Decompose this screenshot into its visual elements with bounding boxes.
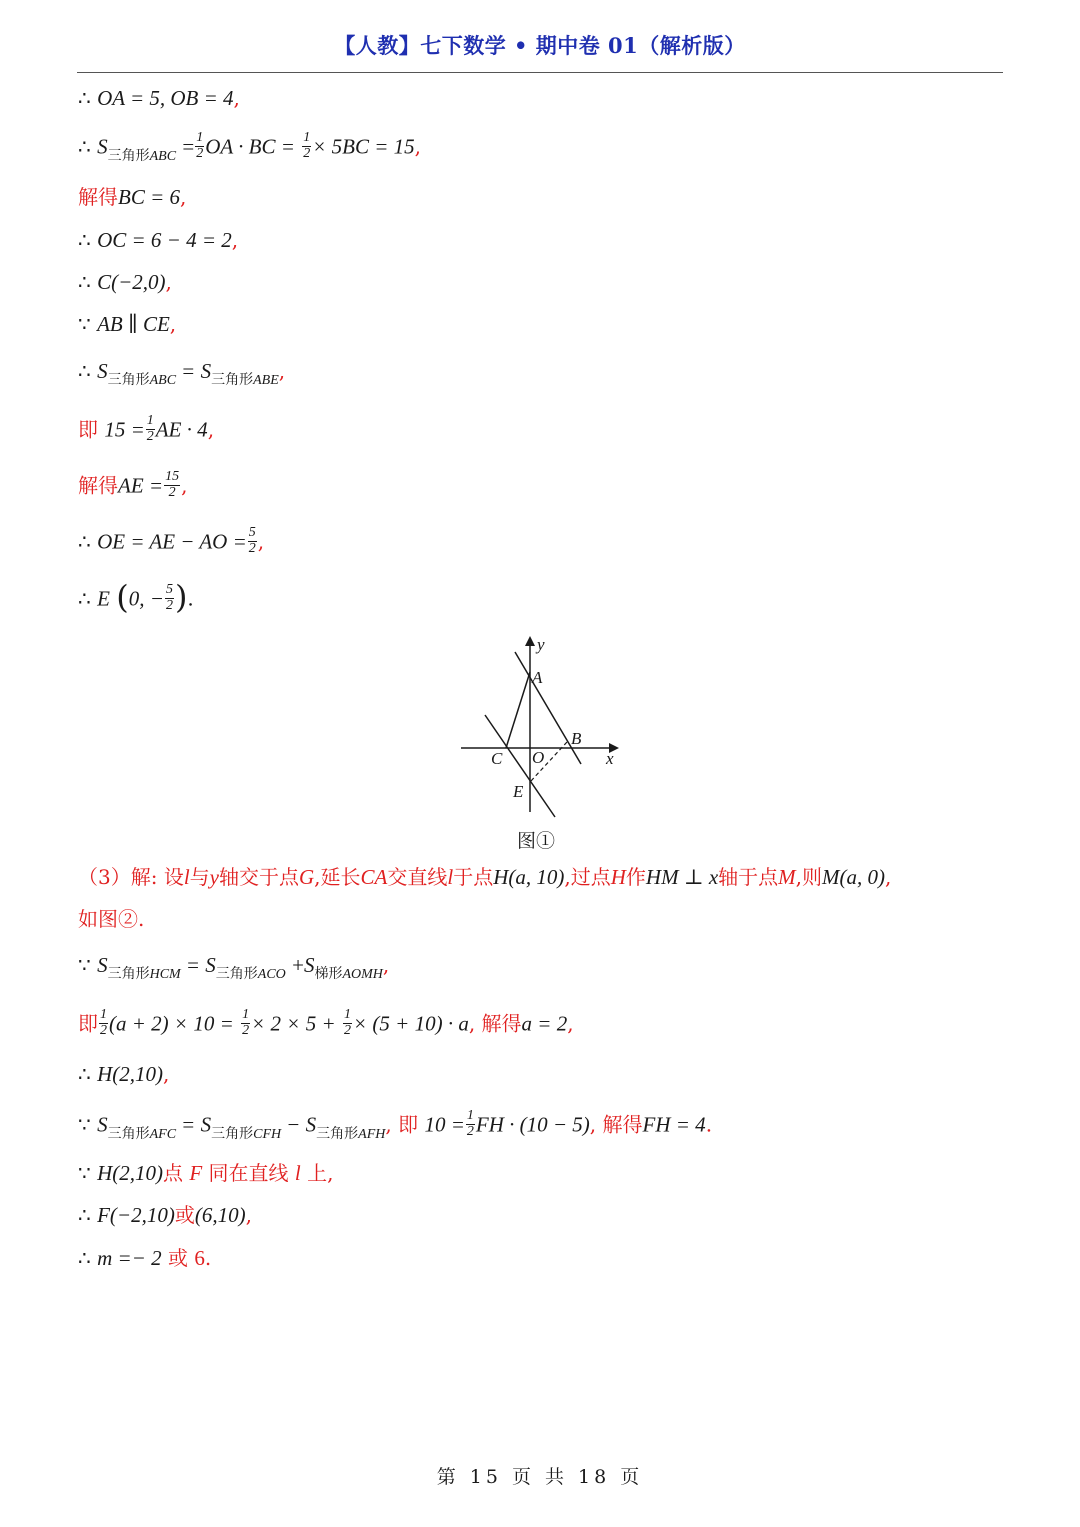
punct: . xyxy=(187,586,194,611)
math-expr: (6,10) xyxy=(194,1203,246,1227)
math-expr: E xyxy=(97,586,110,611)
therefore-symbol: ∴ xyxy=(78,228,91,252)
part3-paragraph: （3）解: 设l与y轴交于点G,延长CA交直线l于点H(a, 10),过点H作HM ⊥ x轴于点M,则M(a, 0), 如图②. xyxy=(78,865,892,931)
keyword: 解得 xyxy=(602,1112,643,1137)
subscript: 三角形CFH xyxy=(211,1125,282,1142)
solution-line xyxy=(78,88,240,109)
equals: = xyxy=(187,953,199,977)
area-symbol: S xyxy=(205,953,216,977)
therefore-symbol: ∴ xyxy=(78,270,91,294)
punct: , xyxy=(327,1161,334,1185)
solution-line xyxy=(78,1108,713,1142)
because-symbol: ∵ xyxy=(78,312,91,336)
axis-label-y: y xyxy=(537,635,545,654)
therefore-symbol: ∴ xyxy=(78,1062,91,1086)
keyword: 解得 xyxy=(481,1011,522,1036)
solution-line xyxy=(78,1007,574,1040)
keyword: 解得 xyxy=(78,473,118,498)
math-expr: OC = 6 − 4 = 2 xyxy=(97,228,232,252)
solution-line xyxy=(78,469,188,502)
area-symbol: S xyxy=(97,1112,108,1137)
point-label-e: E xyxy=(513,782,524,801)
fraction: $\frac{5}{2}$ xyxy=(248,525,256,556)
area-symbol: S xyxy=(305,1112,317,1137)
punct: , xyxy=(163,1062,170,1086)
math-expr: × 2 × 5 + xyxy=(251,1011,336,1036)
coordinate-figure xyxy=(455,632,630,827)
area-symbol: S xyxy=(200,359,212,383)
therefore-symbol: ∴ xyxy=(78,1246,91,1270)
point-label-a: A xyxy=(532,668,543,687)
equals: = xyxy=(182,134,195,159)
therefore-symbol: ∴ xyxy=(78,134,91,159)
keyword: 即 xyxy=(398,1112,419,1137)
punct: , xyxy=(468,1011,476,1036)
math-expr: OA · BC = xyxy=(205,134,295,159)
because-symbol: ∵ xyxy=(78,953,91,977)
math-expr: AB ∥ CE xyxy=(97,312,170,336)
fraction: $\frac{1}{2}$ xyxy=(343,1007,351,1038)
fraction: $\frac{1}{2}$ xyxy=(146,413,154,444)
math-expr: × (5 + 10) · a xyxy=(352,1011,469,1036)
fraction: $\frac{5}{2}$ xyxy=(165,581,173,613)
subscript: 三角形ABC xyxy=(107,372,177,388)
punct: , xyxy=(231,228,239,252)
fraction: $\frac{1}{2}$ xyxy=(100,1007,107,1038)
therefore-symbol: ∴ xyxy=(78,1203,91,1227)
subscript: 三角形ACO xyxy=(215,966,286,982)
subscript: 三角形AFH xyxy=(316,1125,386,1142)
page-footer: 第 15 页 共 18 页 xyxy=(436,1466,644,1488)
punct: , xyxy=(207,417,215,442)
solution-line: ∴ m =− 2 或 6. xyxy=(78,1246,212,1270)
minus: − xyxy=(287,1112,300,1137)
math-expr: H(2,10) xyxy=(97,1161,163,1185)
punct: , xyxy=(257,529,265,554)
solution-line: ∵ H(2,10)点 F 同在直线 l 上, xyxy=(78,1161,334,1185)
therefore-symbol: ∴ xyxy=(78,586,91,611)
solution-line xyxy=(78,187,186,208)
math-expr: OA = 5, OB = 4 xyxy=(97,86,234,110)
math-expr: a = 2 xyxy=(521,1011,568,1036)
solution-line xyxy=(78,1064,169,1085)
punct: . xyxy=(204,1246,212,1270)
area-symbol: S xyxy=(97,953,108,977)
subscript: 梯形AOMH xyxy=(314,966,383,982)
math-expr: m =− 2 xyxy=(97,1246,162,1270)
math-expr: 15 = xyxy=(104,417,145,442)
punct: , xyxy=(385,1112,392,1137)
solution-line: ∴ F(−2,10)或(6,10), xyxy=(78,1203,252,1227)
area-symbol: S xyxy=(200,1112,212,1137)
area-symbol: S xyxy=(303,953,315,977)
math-expr: × 5BC = 15 xyxy=(312,134,415,159)
solution-line xyxy=(78,230,238,251)
fraction: $\frac{1}{2}$ xyxy=(242,1007,250,1038)
punct: , xyxy=(245,1203,252,1227)
point-label-o: O xyxy=(532,748,545,767)
therefore-symbol: ∴ xyxy=(78,359,91,383)
because-symbol: ∵ xyxy=(78,1161,91,1185)
punct: , xyxy=(169,312,177,336)
paren: ) xyxy=(174,578,188,616)
solution-line xyxy=(78,413,215,446)
math-expr: H(2,10) xyxy=(97,1062,163,1086)
point-label-c: C xyxy=(491,749,503,768)
math-expr: (a + 2) × 10 = xyxy=(109,1011,234,1036)
axis-label-x: x xyxy=(606,749,614,768)
solution-line xyxy=(78,314,176,335)
punct: , xyxy=(278,359,286,383)
fraction: $\frac{1}{2}$ xyxy=(303,130,311,161)
fraction: $\frac{1}{2}$ xyxy=(196,130,204,161)
solution-line xyxy=(78,578,194,616)
math-expr: OE = AE − AO = xyxy=(97,529,247,554)
math-expr: BC = 6 xyxy=(118,185,181,209)
equals: = xyxy=(182,1112,195,1137)
punct: , xyxy=(414,134,422,159)
subscript: 三角形AFC xyxy=(107,1125,177,1142)
equals: = xyxy=(182,359,195,383)
math-expr: 10 = xyxy=(424,1112,465,1137)
solution-line xyxy=(78,359,286,388)
therefore-symbol: ∴ xyxy=(78,86,91,110)
fraction: $\frac{1}{2}$ xyxy=(466,1108,474,1139)
punct: , xyxy=(180,185,187,209)
plus: + xyxy=(292,953,304,977)
keyword: 即 xyxy=(78,417,98,442)
therefore-symbol: ∴ xyxy=(78,529,91,554)
math-expr: FH · (10 − 5) xyxy=(475,1112,590,1137)
punct: , xyxy=(233,86,240,110)
subscript: 三角形ABE xyxy=(211,372,279,388)
line-ca xyxy=(506,672,530,748)
math-expr: FH = 4 xyxy=(642,1112,706,1137)
punct: , xyxy=(567,1011,574,1036)
math-expr: C(−2,0) xyxy=(97,270,166,294)
math-expr: 0, − xyxy=(128,586,164,611)
figure-caption: 图① xyxy=(517,830,556,852)
punct: , xyxy=(589,1112,597,1137)
area-symbol: S xyxy=(97,359,108,383)
solution-line xyxy=(78,130,422,164)
y-axis-arrow xyxy=(525,636,535,646)
page-header: 【人教】七下数学 • 期中卷 01（解析版） xyxy=(334,33,746,58)
punct: , xyxy=(181,473,188,498)
solution-line xyxy=(78,272,172,293)
subscript: 三角形HCM xyxy=(107,966,181,982)
keyword: 解得 xyxy=(78,185,118,209)
paren: ( xyxy=(116,578,129,616)
math-expr: AE = xyxy=(118,473,164,498)
area-symbol: S xyxy=(97,134,108,159)
fraction: $\frac{15}{2}$ xyxy=(165,469,180,500)
point-label-b: B xyxy=(571,729,582,748)
math-expr: F(−2,10) xyxy=(97,1203,175,1227)
punct: , xyxy=(165,270,172,294)
punct: , xyxy=(382,953,390,977)
solution-line xyxy=(78,525,265,558)
math-expr: AE · 4 xyxy=(155,417,208,442)
punct: . xyxy=(705,1112,713,1137)
header-rule xyxy=(77,72,1003,73)
because-symbol: ∵ xyxy=(78,1112,91,1137)
solution-line xyxy=(78,953,390,982)
keyword: 即 xyxy=(78,1011,98,1036)
subscript: 三角形ABC xyxy=(107,147,177,164)
